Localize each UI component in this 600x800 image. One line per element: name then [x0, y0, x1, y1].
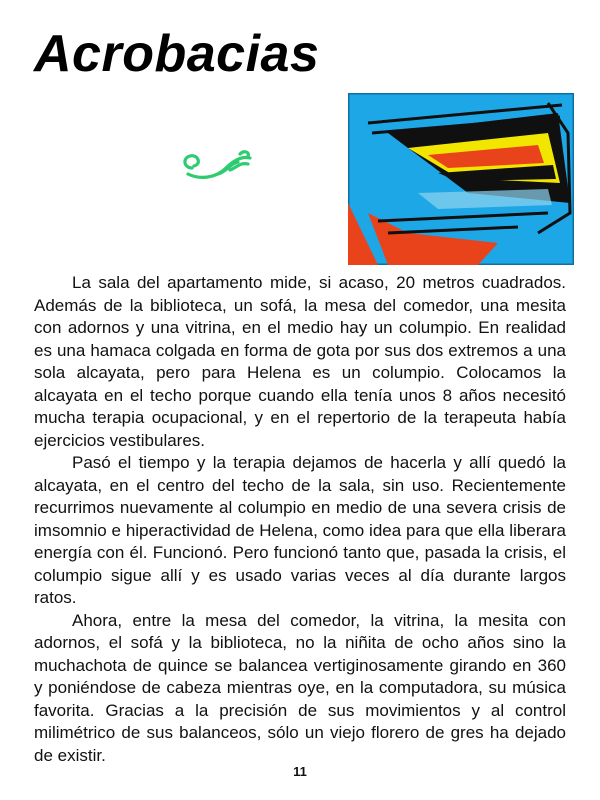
paragraph: La sala del apartamento mide, si acaso, 20 metros cuadrados. Además de la biblioteca, un sofá, la mesa del comedor, una mesita con adornos y una vitrina, en el medio hay un columpio. En realidad es una hamaca colgada en forma de gota por sus dos extremos a una sola alcayata, pero para Helena es un columpio. Colocamos la alcayata en el techo porque cuando ella tenía unos 8 años necesitó mucha terapia ocupacional, y en el repertorio de la terapeuta había ejercicios vestibulares.	[34, 273, 566, 450]
paragraph: Ahora, entre la mesa del comedor, la vitrina, la mesita con adornos, el sofá y la biblioteca, no la niñita de ocho años sino la muchachota de quince se balancea vertiginosamente girando en 360 y poniéndose de cabeza mientras oye, en la computadora, su música favorita. Gracias a la precisión de sus movimientos y al control milimétrico de sus balanceos, sólo un viejo florero de gres ha dejado de existir.	[34, 610, 566, 765]
page-number: 11	[293, 764, 307, 779]
paragraph: Pasó el tiempo y la terapia dejamos de hacerla y allí quedó la alcayata, en el centro del techo de la sala, sin uso. Recientemente recurrimos nuevamente al columpio en medio de una severa crisis de imsomnio e hiperactividad de Helena, como idea para que ella liberara energía con él. Funcionó. Pero funcionó tanto que, pasada la crisis, el columpio sigue allí y es usado varias veces al día durante largos ratos.	[34, 453, 566, 607]
swirl-ornament-icon	[178, 148, 254, 184]
page-title: Acrobacias	[34, 25, 320, 83]
crayon-drawing-image	[348, 93, 574, 265]
article-body	[34, 272, 566, 767]
